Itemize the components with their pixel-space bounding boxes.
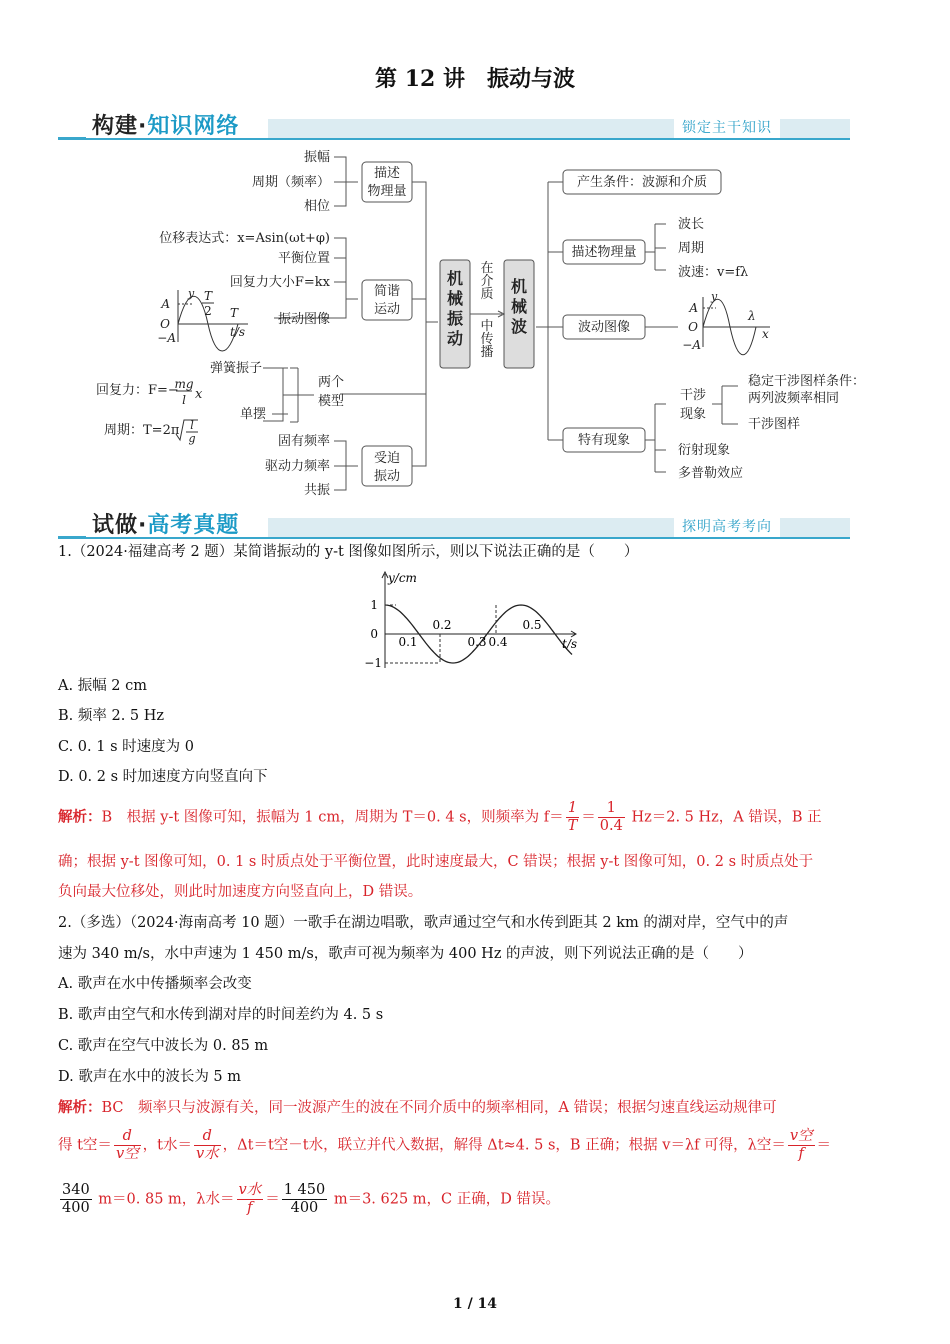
page-title: 第 12 讲 振动与波 <box>375 66 575 92</box>
q1-option-a: A. 振幅 2 cm <box>58 678 148 694</box>
q1-t01: 0.1 <box>398 635 418 649</box>
q1-y1: 1 <box>370 598 378 612</box>
q2-option-a: A. 歌声在水中传播频率会改变 <box>58 976 252 992</box>
q1-stem: 1.（2024·福建高考 2 题）某简谐振动的 y-t 图像如图所示，则以下说法正确的是（ ） <box>58 544 639 560</box>
q2-vair2: v空 <box>789 1128 813 1144</box>
describe-item-1: 振幅 <box>303 150 330 165</box>
q1-option-c: C. 0. 1 s 时速度为 0 <box>58 739 194 755</box>
q1-t04: 0.4 <box>488 635 508 649</box>
vibration-graph <box>157 287 248 351</box>
q1-t02: 0.2 <box>432 618 452 632</box>
center-right-2: 械 <box>510 297 528 316</box>
section2-head-a: 试做· <box>92 513 148 538</box>
shm-item-3: 回复力大小F=kx <box>229 275 330 290</box>
q1-answer-line3: 负向最大位移处，则此时加速度方向竖直向上，D 错误。 <box>58 884 423 900</box>
q1-option-d: D. 0. 2 s 时加速度方向竖直向下 <box>58 769 268 785</box>
q1-ym1: −1 <box>364 656 382 670</box>
shm-item-1: 位移表达式：x=Asin(ωt+φ) <box>159 231 330 246</box>
forced-item-2: 驱动力频率 <box>264 459 330 474</box>
q2-vwater1: v水 <box>195 1146 219 1162</box>
q1-ans-eq: ＝ <box>581 809 596 826</box>
wg-negA: −A <box>682 338 701 352</box>
q1-f1-num: 1 <box>566 800 580 818</box>
q1-ans-label: 解析： <box>58 808 102 826</box>
link-4: 中 <box>480 319 494 334</box>
q1-t05: 0.5 <box>522 618 542 632</box>
q2-answer-line3: $\frac{340}{400}$ m＝0. 85 m，λ水＝ $\frac{\text{v水}}{f}$ ＝ $\frac{1 450}{400}$ m＝3. 625 m，C 正确，D 错误。 <box>62 1182 560 1216</box>
q2-ans-l2c: ，Δt＝t空－t水，联立并代入数据，解得 Δt≈4. 5 s，B 正确；根据 v＝λf 可得，λ空＝ <box>222 1137 786 1154</box>
section-head-b: 知识网络 <box>147 114 240 139</box>
q2-ans-l1: BC 频率只与波源有关，同一波源产生的波在不同介质中的频率相同，A 错误；根据匀速直线运动规律可 <box>101 1100 777 1116</box>
q2-answer-line2: 得 t空＝ $\frac{d}{\text{v空}}$ ，t水＝ $\frac{d}{\text{v水}}$ ，Δt＝t空－t水，联立并代入数据，解得 Δt≈4. 5 s，B 正确；根据 v＝λf 可得，λ空＝ $\frac{\text{v空}}{f}$ ＝ <box>58 1128 832 1162</box>
link-2: 介 <box>480 274 494 289</box>
restoring: 回复力：F=− <box>96 383 179 398</box>
shm-2: 运动 <box>373 302 401 317</box>
wave-desc: 描述物理量 <box>571 245 637 260</box>
q1-y0: 0 <box>370 627 378 641</box>
link-5: 传 <box>480 332 494 347</box>
q1-ylabel: y/cm <box>388 571 417 585</box>
period: 周期：T=2π <box>104 423 180 438</box>
q1-answer-line2: 确；根据 y-t 图像可知，0. 1 s 时质点处于平衡位置，此时速度最大，C 错误；根据 y-t 图像可知，0. 2 s 时质点处于 <box>58 854 814 870</box>
period-num: l <box>190 419 194 432</box>
q2-f2: f <box>247 1200 253 1216</box>
q1-ans-b: Hz＝2. 5 Hz，A 错误，B 正 <box>631 809 822 826</box>
wg-y: y <box>711 290 718 303</box>
q2-d2: d <box>194 1128 221 1146</box>
vg-y: y <box>188 287 195 300</box>
center-left-4: 动 <box>446 329 464 348</box>
wg-A: A <box>689 301 698 315</box>
q2-option-d: D. 歌声在水中的波长为 5 m <box>58 1069 242 1085</box>
link-1: 在 <box>480 261 494 276</box>
wave-graph-sketch <box>682 290 770 355</box>
q2-f1: f <box>798 1146 804 1162</box>
shm-item-2: 平衡位置 <box>277 251 330 266</box>
knowledge-mindmap <box>58 142 878 502</box>
vg-negA: −A <box>157 331 176 345</box>
forced-item-3: 共振 <box>303 483 330 498</box>
two-models-1: 两个 <box>318 375 345 390</box>
special: 特有现象 <box>577 433 631 448</box>
wg-O: O <box>688 320 698 334</box>
center-left-3: 振 <box>446 309 464 328</box>
q2-ans-l2a: 得 t空＝ <box>58 1137 112 1154</box>
q2-num2: 1 450 <box>283 1182 326 1198</box>
q2-option-c: C. 歌声在空气中波长为 0. 85 m <box>58 1038 269 1054</box>
q1-f1-den: T <box>567 818 578 834</box>
pendulum: 单摆 <box>239 407 266 422</box>
q1-f2-num: 1 <box>598 800 625 818</box>
q2-option-b: B. 歌声由空气和水传到湖对岸的时间差约为 4. 5 s <box>58 1007 384 1023</box>
interference-2: 现象 <box>680 407 707 422</box>
q1-answer-line1 <box>58 800 888 835</box>
describe-qty-2: 物理量 <box>367 184 407 199</box>
q2-den2: 400 <box>290 1200 319 1216</box>
doppler: 多普勒效应 <box>678 466 744 481</box>
describe-qty-1: 描述 <box>373 166 401 181</box>
q2-vair1: v空 <box>115 1146 139 1162</box>
vg-t: t/s <box>230 325 246 339</box>
spring: 弹簧振子 <box>209 361 262 376</box>
q2-stem2: 速为 340 m/s，水中声速为 1 450 m/s，歌声可视为频率为 400 Hz 的声波，则下列说法正确的是（ ） <box>58 946 753 962</box>
page-number: 1 / 14 <box>452 1296 498 1312</box>
q2-vwater2: v水 <box>238 1182 262 1198</box>
wave-desc-item-3: 波速：v=fλ <box>678 265 749 280</box>
restoring-x: x <box>195 387 203 402</box>
wave-desc-item-2: 周期 <box>678 241 705 256</box>
diffraction: 衍射现象 <box>678 443 731 458</box>
period-den: g <box>188 432 196 445</box>
q1-yt-graph <box>360 568 585 672</box>
section-header-exams <box>58 513 850 539</box>
q2-num1: 340 <box>62 1182 90 1198</box>
restoring-den: l <box>182 393 186 407</box>
two-models-2: 模型 <box>318 394 345 409</box>
section-tag: 锁定主干知识 <box>674 119 780 138</box>
interference-item-1: 稳定干涉图样条件： <box>748 374 866 389</box>
link-6: 播 <box>480 345 494 360</box>
vg-thalf-den: 2 <box>204 304 212 318</box>
restoring-num: mg <box>174 377 194 391</box>
forced-item-1: 固有频率 <box>277 434 330 449</box>
q1-t03: 0.3 <box>467 635 487 649</box>
vg-thalf-num: T <box>203 289 213 303</box>
wg-x: x <box>762 327 769 341</box>
q1-f2-den: 0.4 <box>599 818 623 834</box>
center-right-1: 机 <box>510 277 528 296</box>
forced-1: 受迫 <box>373 451 401 466</box>
describe-item-3: 相位 <box>303 199 330 214</box>
q1-option-b: B. 频率 2. 5 Hz <box>58 708 165 724</box>
shm-item-4: 振动图像 <box>277 312 330 327</box>
section2-tag: 探明高考考向 <box>674 518 780 537</box>
q2-ans-l3a: m＝0. 85 m，λ水＝ <box>98 1191 235 1208</box>
q2-answer-line1 <box>58 1098 777 1118</box>
q1-xlabel: t/s <box>562 637 578 651</box>
interference-item-3: 干涉图样 <box>748 417 801 432</box>
wave-cond: 产生条件：波源和介质 <box>576 175 708 190</box>
q2-ans-l2b: ，t水＝ <box>142 1137 192 1154</box>
q1-ans-a: B 根据 y-t 图像可知，振幅为 1 cm，周期为 T＝0. 4 s，则频率为 f＝ <box>101 809 564 826</box>
vg-A: A <box>161 297 170 311</box>
q2-stem1: 2.（多选）（2024·海南高考 10 题）一歌手在湖边唱歌，歌声通过空气和水传到距其 2 km 的湖对岸，空气中的声 <box>58 915 789 931</box>
interference-1: 干涉 <box>680 388 707 403</box>
shm-1: 简谐 <box>373 284 401 299</box>
q2-ans-l3b: m＝3. 625 m，C 正确，D 错误。 <box>333 1191 560 1208</box>
q2-ans-label: 解析： <box>58 1099 102 1116</box>
section2-head-b: 高考真题 <box>147 513 240 538</box>
center-left-1: 机 <box>446 269 464 288</box>
describe-item-2: 周期（频率） <box>251 175 330 190</box>
center-left-2: 械 <box>446 289 464 308</box>
vg-T: T <box>230 306 239 320</box>
wave-graph: 波动图像 <box>577 320 631 335</box>
q2-d1: d <box>114 1128 141 1146</box>
q2-den1: 400 <box>62 1200 90 1216</box>
interference-item-2: 两列波频率相同 <box>748 391 840 406</box>
section-head-a: 构建· <box>92 114 148 139</box>
center-right-3: 波 <box>510 317 528 336</box>
forced-2: 振动 <box>373 469 401 484</box>
section-header-knowledge <box>58 114 850 140</box>
vg-O: O <box>160 317 170 331</box>
link-3: 质 <box>480 287 494 302</box>
wave-desc-item-1: 波长 <box>678 217 705 232</box>
wg-lambda: λ <box>748 309 756 323</box>
